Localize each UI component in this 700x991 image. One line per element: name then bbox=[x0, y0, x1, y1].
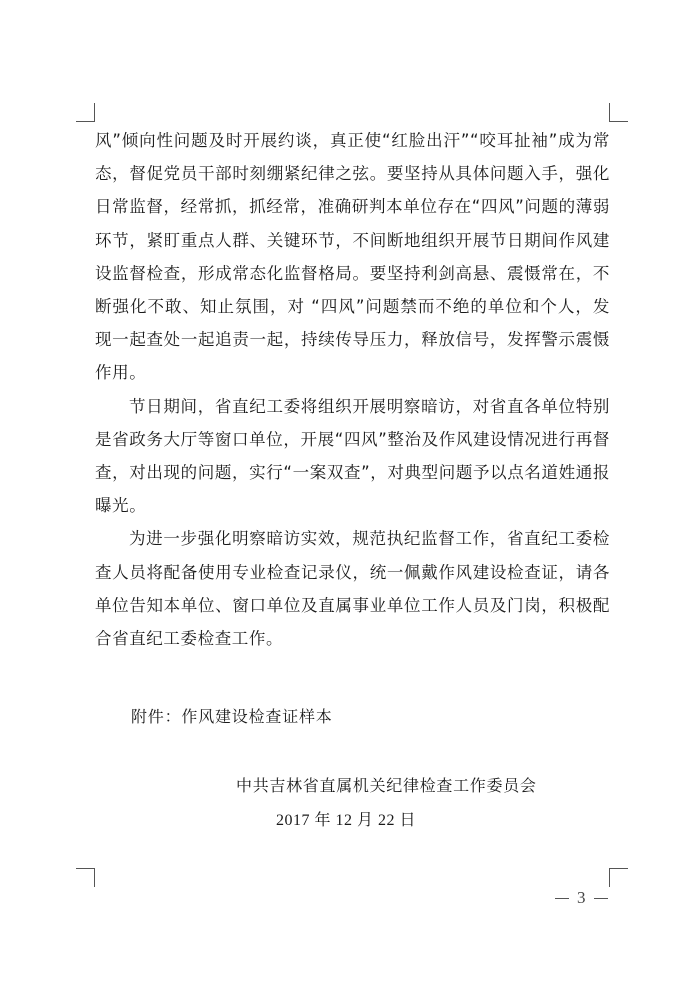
crop-mark-bottom-right bbox=[609, 868, 628, 887]
dash-right-icon bbox=[594, 898, 608, 899]
paragraph-inspection: 节日期间，省直纪工委将组织开展明察暗访，对省直各单位特别是省政务大厅等窗口单位，开展“四风”整治及作风建设情况进行再督查，对出现的问题，实行“一案双查”，对典型问题予以点名道姓通报曝光。 bbox=[95, 396, 610, 516]
attachment-note: 附件：作风建设检查证样本 bbox=[131, 707, 333, 726]
page-number-value: 3 bbox=[577, 888, 586, 907]
issuer-signature: 中共吉林省直属机关纪律检查工作委员会 bbox=[236, 776, 537, 795]
issue-date: 2017 年 12 月 22 日 bbox=[276, 812, 417, 829]
crop-mark-top-right bbox=[609, 103, 628, 122]
page-number bbox=[555, 888, 608, 908]
crop-mark-bottom-left bbox=[76, 868, 95, 887]
dash-left-icon bbox=[555, 898, 569, 899]
paragraph-continued: 风”倾向性问题及时开展约谈，真正使“红脸出汗”“咬耳扯袖”成为常态，督促党员干部时刻绷紧纪律之弦。要坚持从具体问题入手，强化日常监督，经常抓，抓经常，准确研判本单位存在“四风”问题的薄弱环节，紧盯重点人群、关键环节，不间断地组织开展节日期间作风建设监督检查，形成常态化监督格局。要坚持利剑高悬、震慑常在，不断强化不敢、知止氛围，对 “四风”问题禁而不绝的单位和个人，发现一起查处一起追责一起，持续传导压力，释放信号，发挥警示震慑作用。 bbox=[95, 131, 610, 383]
paragraph-recorder: 为进一步强化明察暗访实效，规范执纪监督工作，省直纪工委检查人员将配备使用专业检查记录仪，统一佩戴作风建设检查证，请各单位告知本单位、窗口单位及直属事业单位工作人员及门岗，积极配合省直纪工委检查工作。 bbox=[95, 529, 610, 649]
body-text bbox=[95, 124, 610, 655]
crop-mark-top-left bbox=[76, 103, 95, 122]
